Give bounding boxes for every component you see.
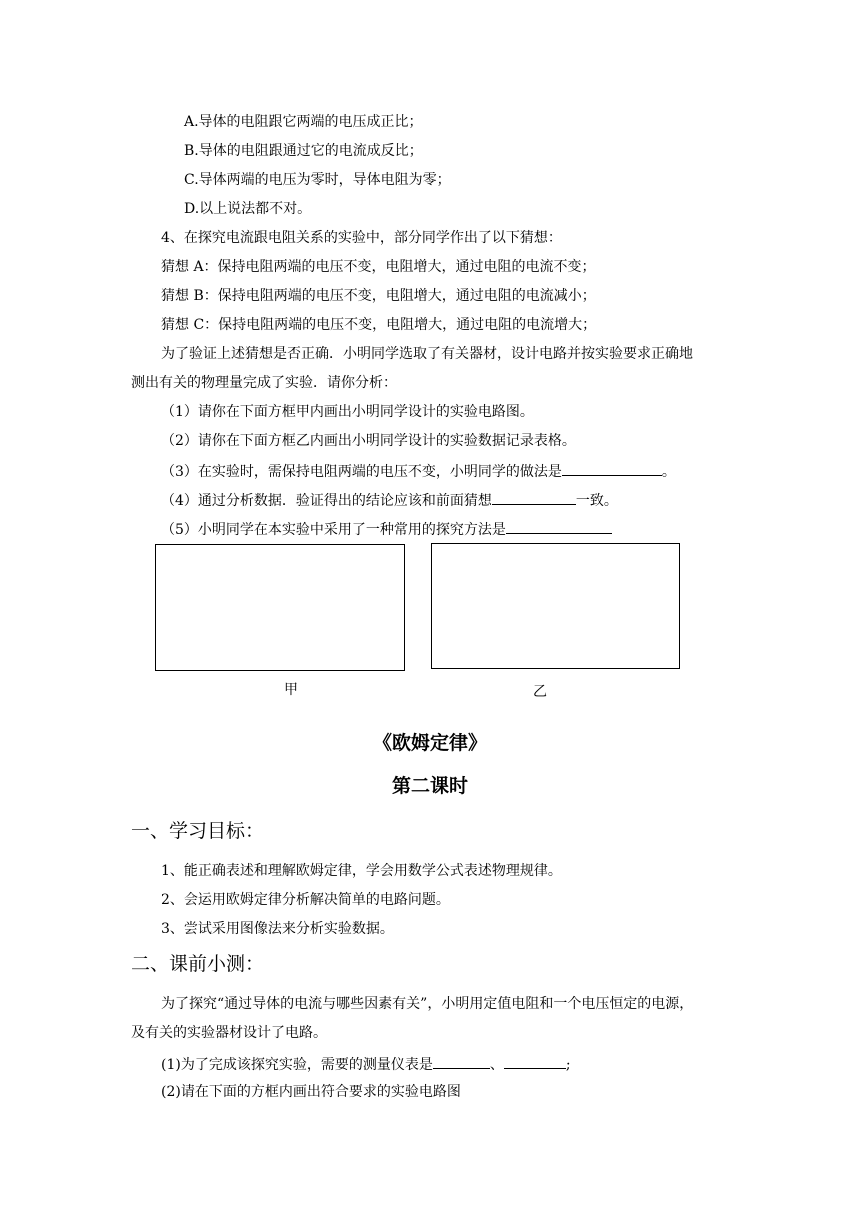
quiz-paragraph-line-2: 及有关的实验器材设计了电路。 [131,1025,327,1041]
guess-a: 猜想 A：保持电阻两端的电压不变，电阻增大，通过电阻的电流不变； [161,259,596,275]
quiz-q1-sep: 、 [489,1057,504,1073]
quiz-q1-text: (1)为了完成该探究实验，需要的测量仪表是 [161,1057,433,1073]
quiz-q1-end: ; [565,1057,571,1073]
option-a: A.导体的电阻跟它两端的电压成正比； [184,114,423,130]
guess-c: 猜想 C：保持电阻两端的电压不变，电阻增大，通过电阻的电流增大； [161,317,597,333]
answer-blank[interactable] [506,518,612,534]
guess-b: 猜想 B：保持电阻两端的电压不变，电阻增大，通过电阻的电流减小； [161,288,596,304]
drawing-box-yi[interactable] [431,543,680,669]
lesson-title: 《欧姆定律》 [372,732,487,754]
goal-item-2: 2、会运用欧姆定律分析解决简单的电路问题。 [161,892,450,908]
lesson-subtitle: 第二课时 [391,775,468,797]
quiz-paragraph-line-1: 为了探究“通过导体的电流与哪些因素有关”，小明用定值电阻和一个电压恒定的电源， [161,996,694,1012]
q4-sub-5 [161,518,612,540]
q4-sub-3 [161,460,676,482]
q4-sub-1: （1）请你在下面方框甲内画出小明同学设计的实验电路图。 [161,404,534,420]
q4-sub-4-end: 一致。 [575,493,618,509]
q4-paragraph-line-1: 为了验证上述猜想是否正确．小明同学选取了有关器材，设计电路并按实验要求正确地 [161,346,693,362]
option-b: B.导体的电阻跟通过它的电流成反比； [184,143,423,159]
q4-sub-3-end: 。 [661,464,676,480]
option-c: C.导体两端的电压为零时，导体电阻为零； [184,172,451,188]
section-heading-pre-class-quiz: 二、课前小测： [131,953,265,975]
section-heading-learning-goals: 一、学习目标： [131,820,265,842]
box-jia-label: 甲 [284,682,298,698]
quiz-q2: (2)请在下面的方框内画出符合要求的实验电路图 [161,1084,461,1100]
q4-sub-4-text: （4）通过分析数据．验证得出的结论应该和前面猜想 [161,493,492,509]
q4-sub-3-text: （3）在实验时，需保持电阻两端的电压不变，小明同学的做法是 [161,464,562,480]
goal-item-3: 3、尝试采用图像法来分析实验数据。 [161,921,394,937]
answer-blank[interactable] [492,489,576,505]
q4-paragraph-line-2: 测出有关的物理量完成了实验．请你分析： [131,375,397,391]
answer-blank[interactable] [504,1053,566,1069]
box-yi-label: 乙 [533,684,547,700]
answer-blank[interactable] [562,460,662,476]
q4-intro: 4、在探究电流跟电阻关系的实验中，部分同学作出了以下猜想： [161,230,562,246]
answer-blank[interactable] [433,1053,490,1069]
goal-item-1: 1、能正确表述和理解欧姆定律，学会用数学公式表述物理规律。 [161,863,562,879]
quiz-q1 [161,1053,571,1075]
option-d: D.以上说法都不对。 [184,201,312,217]
q4-sub-5-text: （5）小明同学在本实验中采用了一种常用的探究方法是 [161,522,506,538]
q4-sub-2: （2）请你在下面方框乙内画出小明同学设计的实验数据记录表格。 [161,433,576,449]
q4-sub-4 [161,489,618,511]
drawing-box-jia[interactable] [155,544,405,671]
